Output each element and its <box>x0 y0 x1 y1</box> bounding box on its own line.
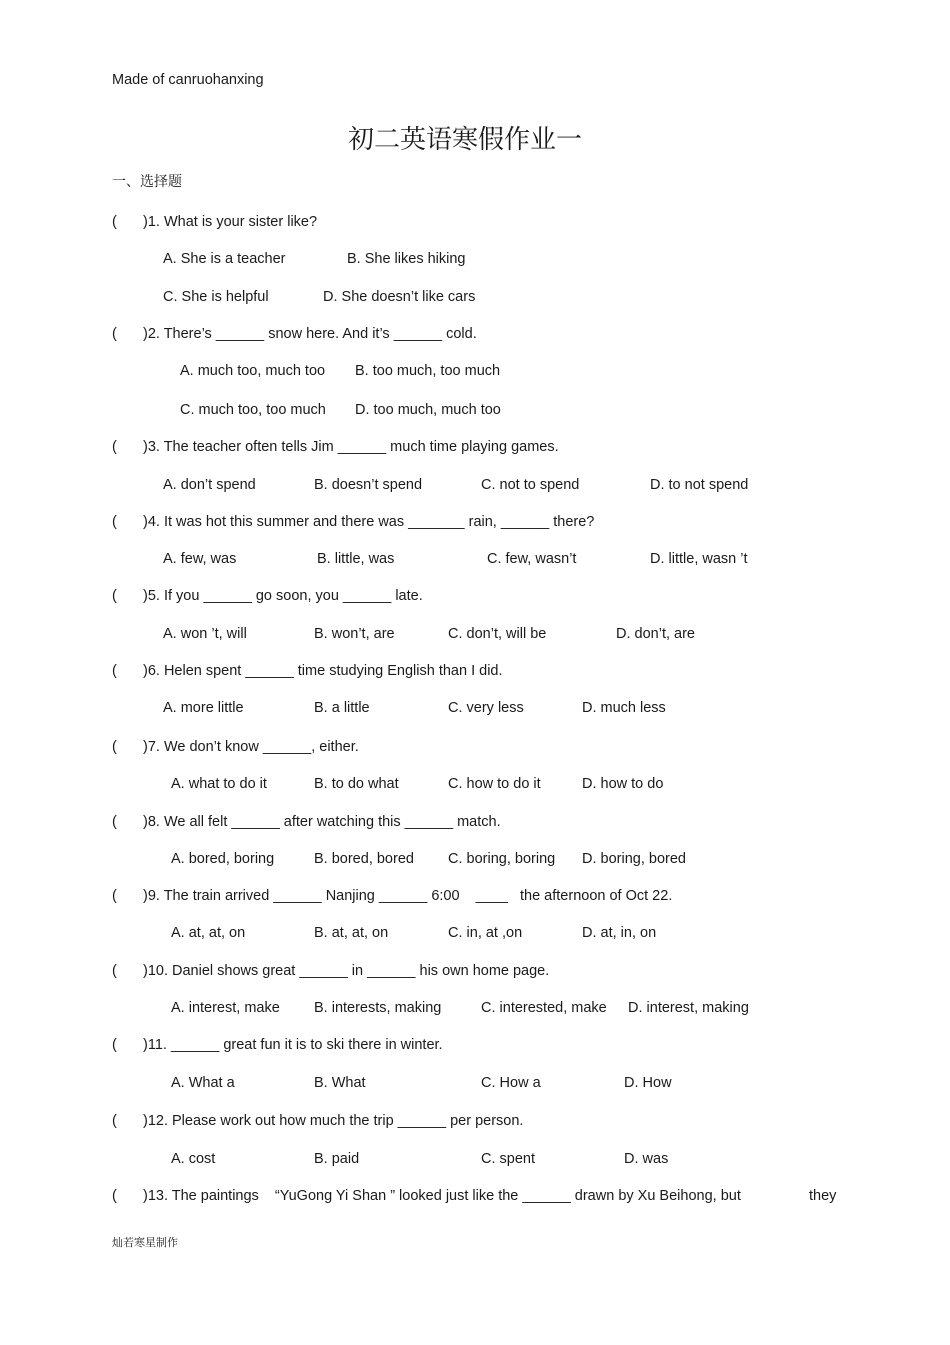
question-13: )13. The paintings “YuGong Yi Shan ” looked just like the ______ drawn by Xu Beihong, but <box>143 1188 741 1204</box>
option-3c: C. not to spend <box>481 477 580 493</box>
answer-blank[interactable]: ( <box>112 963 117 979</box>
option-7b: B. to do what <box>314 776 399 792</box>
option-9b: B. at, at, on <box>314 925 389 941</box>
page-title: 初二英语寒假作业一 <box>347 125 582 155</box>
option-1a: A. She is a teacher <box>163 251 286 267</box>
question-2: )2. There’s ______ snow here. And it’s ______ cold. <box>143 326 477 342</box>
question-3: )3. The teacher often tells Jim ______ much time playing games. <box>143 439 559 455</box>
option-11b: B. What <box>314 1075 366 1091</box>
option-9a: A. at, at, on <box>171 925 246 941</box>
option-7a: A. what to do it <box>171 776 267 792</box>
option-12d: D. was <box>624 1151 669 1167</box>
option-5d: D. don’t, are <box>616 626 695 642</box>
option-1d: D. She doesn’t like cars <box>323 289 476 305</box>
answer-blank[interactable]: ( <box>112 214 117 230</box>
answer-blank[interactable]: ( <box>112 663 117 679</box>
option-6d: D. much less <box>582 700 666 716</box>
option-1c: C. She is helpful <box>163 289 269 305</box>
answer-blank[interactable]: ( <box>112 588 117 604</box>
option-5c: C. don’t, will be <box>448 626 547 642</box>
option-8b: B. bored, bored <box>314 851 414 867</box>
question-4: )4. It was hot this summer and there was _______ rain, ______ there? <box>143 514 595 530</box>
answer-blank[interactable]: ( <box>112 1188 117 1204</box>
page-footer: 灿若寒星制作 <box>112 1236 178 1249</box>
answer-blank[interactable]: ( <box>112 326 117 342</box>
option-9c: C. in, at ,on <box>448 925 523 941</box>
question-1: )1. What is your sister like? <box>143 214 318 230</box>
option-3b: B. doesn’t spend <box>314 477 423 493</box>
answer-blank[interactable]: ( <box>112 514 117 530</box>
option-11c: C. How a <box>481 1075 541 1091</box>
option-12c: C. spent <box>481 1151 535 1167</box>
option-5b: B. won’t, are <box>314 626 395 642</box>
option-6c: C. very less <box>448 700 524 716</box>
option-8a: A. bored, boring <box>171 851 275 867</box>
option-3d: D. to not spend <box>650 477 749 493</box>
option-8d: D. boring, bored <box>582 851 686 867</box>
option-2b: B. too much, too much <box>355 363 501 379</box>
option-11d: D. How <box>624 1075 672 1091</box>
option-2a: A. much too, much too <box>180 363 326 379</box>
option-12b: B. paid <box>314 1151 360 1167</box>
option-2d: D. too much, much too <box>355 402 501 418</box>
answer-blank[interactable]: ( <box>112 1037 117 1053</box>
option-10c: C. interested, make <box>481 1000 607 1016</box>
option-11a: A. What a <box>171 1075 235 1091</box>
answer-blank[interactable]: ( <box>112 1113 117 1129</box>
option-9d: D. at, in, on <box>582 925 657 941</box>
option-10d: D. interest, making <box>628 1000 749 1016</box>
question-11: )11. ______ great fun it is to ski there in winter. <box>143 1037 443 1053</box>
option-4b: B. little, was <box>317 551 395 567</box>
question-7: )7. We don’t know ______, either. <box>143 739 359 755</box>
option-8c: C. boring, boring <box>448 851 556 867</box>
option-7c: C. how to do it <box>448 776 541 792</box>
option-7d: D. how to do <box>582 776 664 792</box>
option-4d: D. little, wasn ’t <box>650 551 748 567</box>
option-6b: B. a little <box>314 700 370 716</box>
option-4a: A. few, was <box>163 551 237 567</box>
question-12: )12. Please work out how much the trip ______ per person. <box>143 1113 524 1129</box>
answer-blank[interactable]: ( <box>112 814 117 830</box>
option-10b: B. interests, making <box>314 1000 442 1016</box>
option-4c: C. few, wasn’t <box>487 551 577 567</box>
page-header: Made of canruohanxing <box>112 72 264 88</box>
option-12a: A. cost <box>171 1151 216 1167</box>
question-9: )9. The train arrived ______ Nanjing ______ 6:00 ____ the afternoon of Oct 22. <box>143 888 673 904</box>
option-1b: B. She likes hiking <box>347 251 466 267</box>
answer-blank[interactable]: ( <box>112 739 117 755</box>
option-10a: A. interest, make <box>171 1000 280 1016</box>
question-6: )6. Helen spent ______ time studying English than I did. <box>143 663 503 679</box>
option-6a: A. more little <box>163 700 244 716</box>
question-5: )5. If you ______ go soon, you ______ late. <box>143 588 423 604</box>
answer-blank[interactable]: ( <box>112 439 117 455</box>
option-5a: A. won ’t, will <box>163 626 247 642</box>
answer-blank[interactable]: ( <box>112 888 117 904</box>
question-13-tail: they <box>809 1188 837 1204</box>
question-8: )8. We all felt ______ after watching this ______ match. <box>143 814 501 830</box>
section-heading: 一、选择题 <box>112 174 182 190</box>
option-3a: A. don’t spend <box>163 477 256 493</box>
question-10: )10. Daniel shows great ______ in ______ his own home page. <box>143 963 550 979</box>
option-2c: C. much too, too much <box>180 402 326 418</box>
